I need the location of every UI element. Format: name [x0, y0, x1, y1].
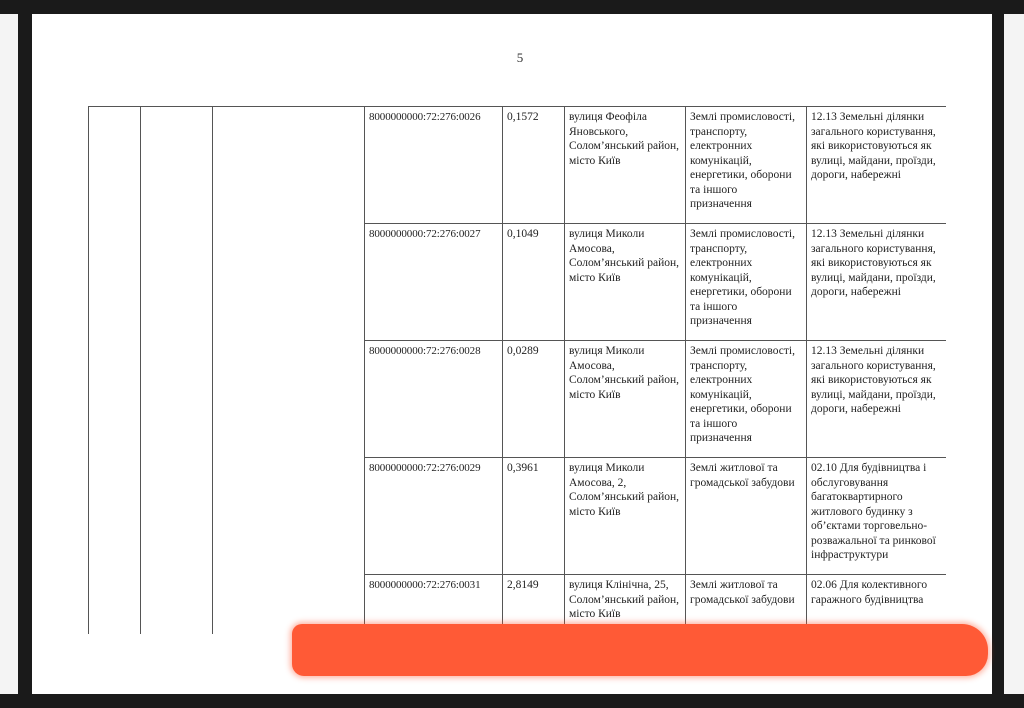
redaction-mark — [292, 624, 988, 676]
address-cell: вулиця Феофіла Яновського, Солом’янський район, місто Київ — [565, 107, 686, 224]
table-row — [89, 107, 947, 224]
land-plots-table — [88, 106, 946, 634]
land-category-cell: Землі промисловості, транспорту, електронних комунікацій, енергетики, оборони та іншого призначення — [686, 224, 807, 341]
land-category-cell: Землі промисловості, транспорту, електронних комунікацій, енергетики, оборони та іншого призначення — [686, 341, 807, 458]
adjacent-page-right — [1004, 14, 1024, 694]
cadastral-number: 8000000000:72:276:0027 — [365, 224, 503, 341]
empty-cell-3 — [213, 107, 365, 635]
area-cell: 0,1049 — [503, 224, 565, 341]
page-number: 5 — [516, 50, 524, 65]
empty-cell-2 — [141, 107, 213, 635]
purpose-cell: 12.13 Земельні ділянки загального користування, які використовуються як вулиці, майдани, проїзди, дороги, набережні — [807, 107, 947, 224]
purpose-cell: 02.06 Для колективного гаражного будівництва — [807, 575, 947, 635]
adjacent-page-left — [0, 14, 18, 694]
area-cell: 0,0289 — [503, 341, 565, 458]
land-category-cell: Землі житлової та громадської забудови — [686, 575, 807, 635]
purpose-cell: 02.10 Для будівництва і обслуговування багатоквартирного житлового будинку з об’єктами торговельно-розважальної та ринкової інфраструктури — [807, 458, 947, 575]
document-page — [32, 14, 992, 694]
address-cell: вулиця Клінічна, 25, Солом’янський район, місто Київ — [565, 575, 686, 635]
address-cell: вулиця Миколи Амосова, 2, Солом’янський район, місто Київ — [565, 458, 686, 575]
cadastral-number: 8000000000:72:276:0031 — [365, 575, 503, 635]
area-cell: 0,3961 — [503, 458, 565, 575]
land-category-cell: Землі житлової та громадської забудови — [686, 458, 807, 575]
empty-cell-1 — [89, 107, 141, 635]
cadastral-number: 8000000000:72:276:0028 — [365, 341, 503, 458]
land-category-cell: Землі промисловості, транспорту, електронних комунікацій, енергетики, оборони та іншого призначення — [686, 107, 807, 224]
cadastral-number: 8000000000:72:276:0026 — [365, 107, 503, 224]
area-cell: 2,8149 — [503, 575, 565, 635]
address-cell: вулиця Миколи Амосова, Солом’янський район, місто Київ — [565, 224, 686, 341]
table-viewport — [88, 106, 946, 634]
area-cell: 0,1572 — [503, 107, 565, 224]
purpose-cell: 12.13 Земельні ділянки загального користування, які використовуються як вулиці, майдани, проїзди, дороги, набережні — [807, 341, 947, 458]
cadastral-number: 8000000000:72:276:0029 — [365, 458, 503, 575]
purpose-cell: 12.13 Земельні ділянки загального користування, які використовуються як вулиці, майдани, проїзди, дороги, набережні — [807, 224, 947, 341]
address-cell: вулиця Миколи Амосова, Солом’янський район, місто Київ — [565, 341, 686, 458]
